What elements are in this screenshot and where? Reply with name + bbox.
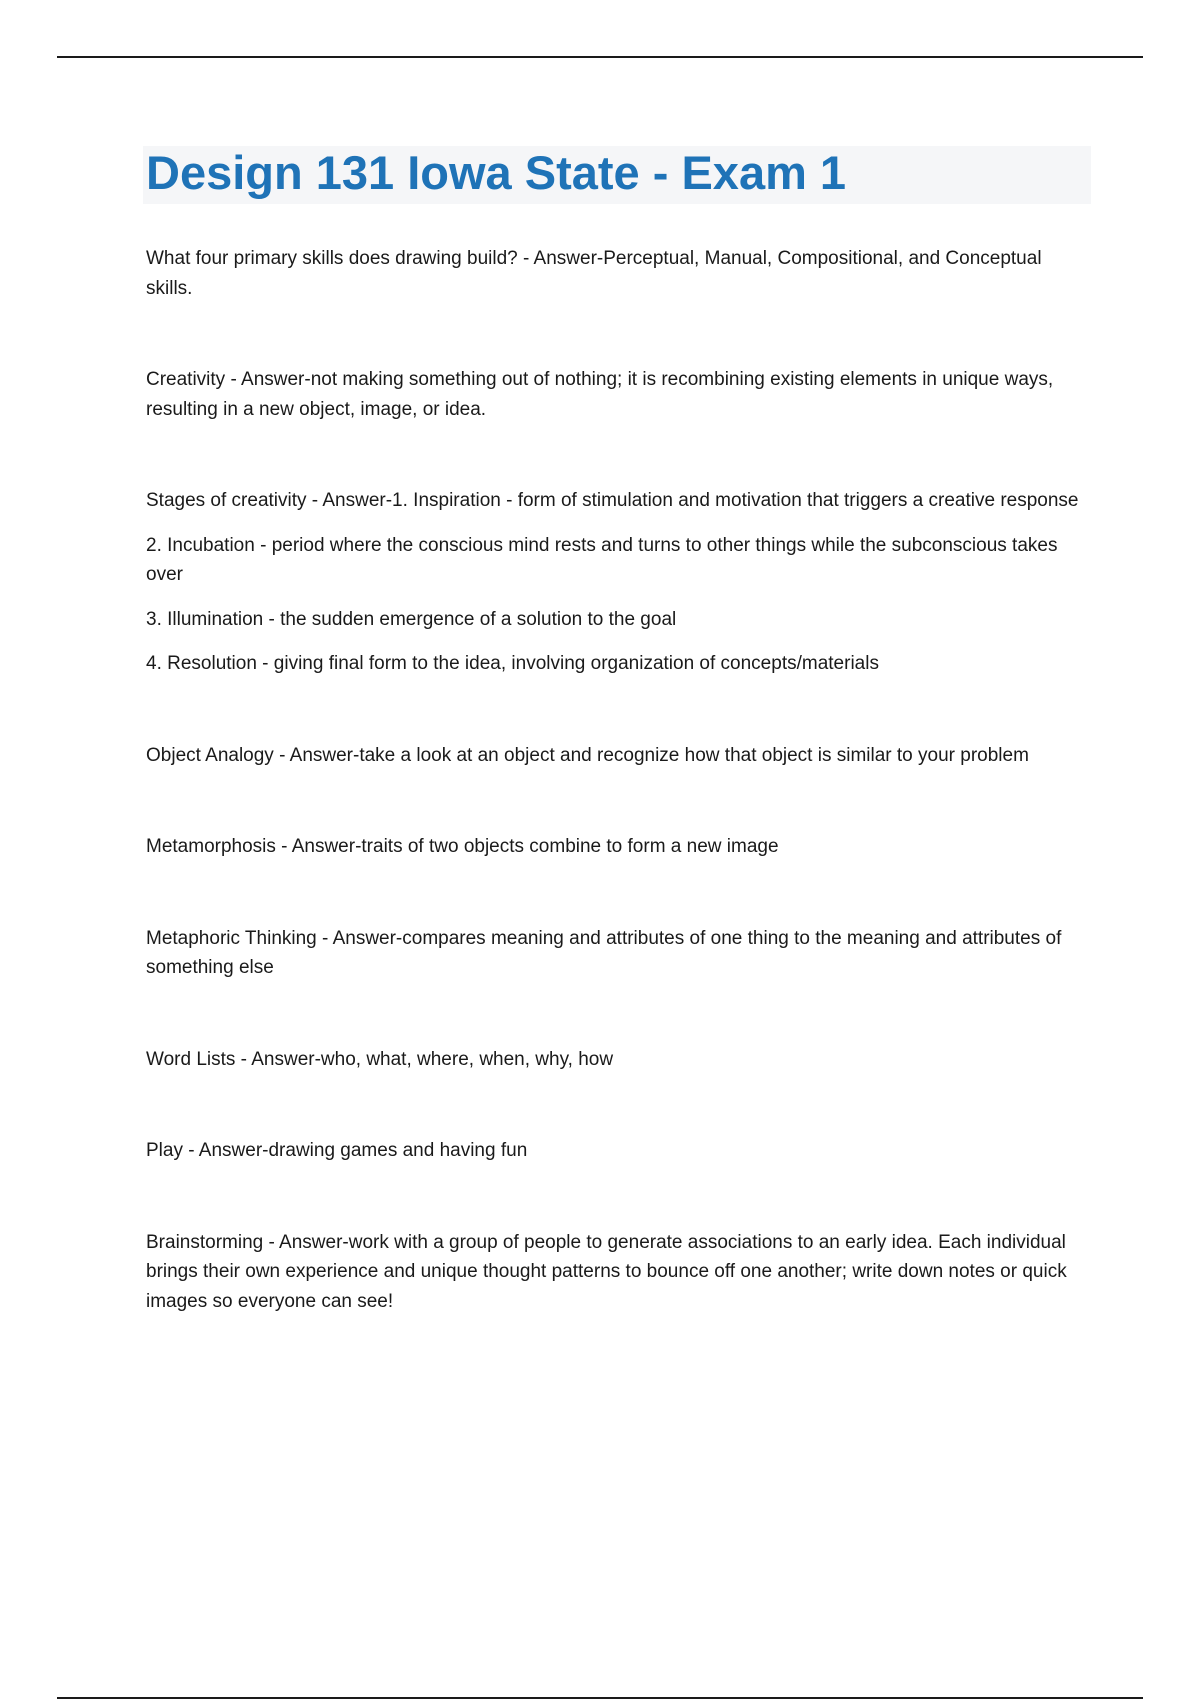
header-rule [57, 56, 1143, 58]
qa-paragraph: 4. Resolution - giving final form to the idea, involving organization of concepts/materials [146, 653, 879, 674]
footer-rule [57, 1697, 1143, 1699]
qa-paragraph: Creativity - Answer-not making something out of nothing; it is recombining existing elements in unique ways, resulting in a new object, image, or idea. [146, 369, 1054, 420]
qa-entry [146, 924, 1081, 983]
qa-paragraph: Stages of creativity - Answer-1. Inspiration - form of stimulation and motivation that triggers a creative response [146, 490, 1079, 511]
qa-paragraph: Metamorphosis - Answer-traits of two objects combine to form a new image [146, 836, 779, 857]
qa-entry [146, 832, 1081, 862]
qa-entry [146, 1228, 1081, 1317]
qa-paragraph: What four primary skills does drawing build? - Answer-Perceptual, Manual, Compositional, and Conceptual skills. [146, 248, 1042, 299]
qa-entry [146, 486, 1081, 679]
qa-paragraph: 2. Incubation - period where the conscious mind rests and turns to other things while the subconscious takes over [146, 534, 1058, 585]
document-body [146, 244, 1081, 1378]
qa-entry [146, 365, 1081, 424]
qa-paragraph: Play - Answer-drawing games and having fun [146, 1140, 528, 1161]
qa-entry [146, 1136, 1081, 1166]
qa-entry [146, 741, 1081, 771]
qa-paragraph: Word Lists - Answer-who, what, where, when, why, how [146, 1048, 614, 1070]
qa-paragraph: Object Analogy - Answer-take a look at an object and recognize how that object is similar to your problem [146, 744, 1029, 766]
qa-entry [146, 244, 1081, 303]
document-title: Design 131 Iowa State - Exam 1 [146, 146, 847, 199]
qa-paragraph: 3. Illumination - the sudden emergence of a solution to the goal [146, 608, 677, 630]
qa-entry [146, 1045, 1081, 1075]
qa-paragraph: Metaphoric Thinking - Answer-compares meaning and attributes of one thing to the meaning and attributes of something else [146, 927, 1062, 978]
qa-paragraph: Brainstorming - Answer-work with a group of people to generate associations to an early idea. Each individual brings their own experience and unique thought patterns to bounce off one another; write down notes or quick images so everyone can see! [146, 1231, 1067, 1312]
